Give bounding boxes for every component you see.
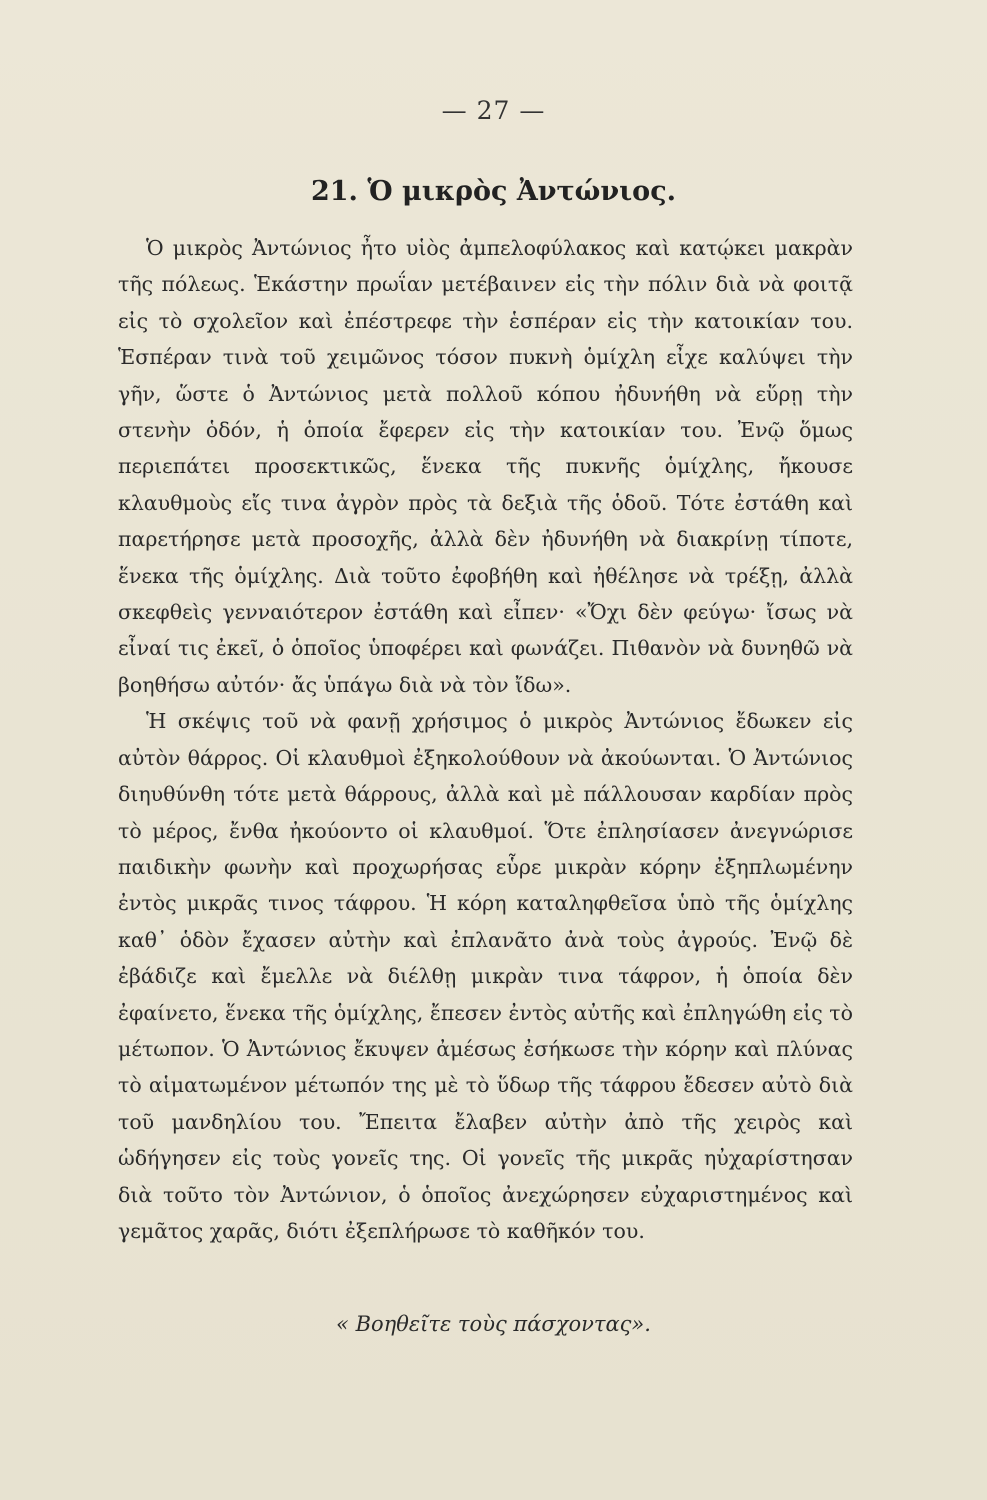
closing-motto: « Βοηθεῖτε τοὺς πάσχοντας». bbox=[336, 1312, 651, 1336]
paragraph-2: Ἡ σκέψις τοῦ νὰ φανῇ χρήσιμος ὁ μικρὸς Ἀντώνιος ἔδωκεν εἰς αὐτὸν θάρρος. Οἱ κλαυθμοὶ ἐξηκολούθουν νὰ ἀκούωνται. Ὁ Ἀντώνιος διηυθύνθη τότε μετὰ θάρρους, ἀλλὰ καὶ μὲ πάλλουσαν καρδίαν πρὸς τὸ μέρος, ἔνθα ἠκούοντο οἱ κλαυθμοί. Ὅτε ἐπλησίασεν ἀνεγνώρισε παιδικὴν φωνὴν καὶ προχωρήσας εὗρε μικρὰν κόρην ἐξηπλωμένην ἐντὸς μικρᾶς τινος τάφρου. Ἡ κόρη καταληφθεῖσα ὑπὸ τῆς ὁμίχλης καθ᾽ ὁδὸν ἔχασεν αὐτὴν καὶ ἐπλανᾶτο ἀνὰ τοὺς ἀγρούς. Ἐνῷ δὲ ἐβάδιζε καὶ ἔμελλε νὰ διέλθῃ μικρὰν τινα τάφρον, ἡ ὁποία δὲν ἐφαίνετο, ἕνεκα τῆς ὁμίχλης, ἔπεσεν ἐντὸς αὐτῆς καὶ ἐπληγώθη εἰς τὸ μέτωπον. Ὁ Ἀντώνιος ἔκυψεν ἀμέσως ἐσήκωσε τὴν κόρην καὶ πλύνας τὸ αἱματωμένον μέτωπόν της μὲ τὸ ὕδωρ τῆς τάφρου ἔδεσεν αὐτὸ διὰ τοῦ μανδηλίου του. Ἔπειτα ἔλαβεν αὐτὴν ἀπὸ τῆς χειρὸς καὶ ὡδήγησεν εἰς τοὺς γονεῖς της. Οἱ γονεῖς τῆς μικρᾶς ηὐχαρίστησαν διὰ τοῦτο τὸν Ἀντώνιον, ὁ ὁποῖος ἀνεχώρησεν εὐχαριστημένος καὶ γεμᾶτος χαρᾶς, διότι ἐξεπλήρωσε τὸ καθῆκόν του. bbox=[118, 709, 853, 1243]
page-number: — 27 — bbox=[441, 96, 546, 125]
chapter-title: 21. Ὁ μικρὸς Ἀντώνιος. bbox=[310, 176, 677, 207]
body-text bbox=[118, 230, 853, 1249]
paragraph-1: Ὁ μικρὸς Ἀντώνιος ἦτο υἱὸς ἀμπελοφύλακος καὶ κατῴκει μακρὰν τῆς πόλεως. Ἑκάστην πρωΐαν μετέβαινεν εἰς τὴν πόλιν διὰ νὰ φοιτᾷ εἰς τὸ σχολεῖον καὶ ἐπέστρεφε τὴν ἑσπέραν εἰς τὴν κατοικίαν του. Ἑσπέραν τινὰ τοῦ χειμῶνος τόσον πυκνὴ ὁμίχλη εἶχε καλύψει τὴν γῆν, ὥστε ὁ Ἀντώνιος μετὰ πολλοῦ κόπου ἠδυνήθη νὰ εὕρῃ τὴν στενὴν ὁδόν, ἡ ὁποία ἔφερεν εἰς τὴν κατοικίαν του. Ἐνῷ ὅμως περιεπάτει προσεκτικῶς, ἕνεκα τῆς πυκνῆς ὁμίχλης, ἤκουσε κλαυθμοὺς εἴς τινα ἀγρὸν πρὸς τὰ δεξιὰ τῆς ὁδοῦ. Τότε ἐστάθη καὶ παρετήρησε μετὰ προσοχῆς, ἀλλὰ δὲν ἠδυνήθη νὰ διακρίνῃ τίποτε, ἕνεκα τῆς ὁμίχλης. Διὰ τοῦτο ἐφοβήθη καὶ ἠθέλησε νὰ τρέξῃ, ἀλλὰ σκεφθεὶς γενναιότερον ἐστάθη καὶ εἶπεν· «Ὄχι δὲν φεύγω· ἴσως νὰ εἶναί τις ἐκεῖ, ὁ ὁποῖος ὑποφέρει καὶ φωνάζει. Πιθανὸν νὰ δυνηθῶ νὰ βοηθήσω αὐτόν· ἄς ὑπάγω διὰ νὰ τὸν ἴδω». bbox=[118, 236, 853, 697]
